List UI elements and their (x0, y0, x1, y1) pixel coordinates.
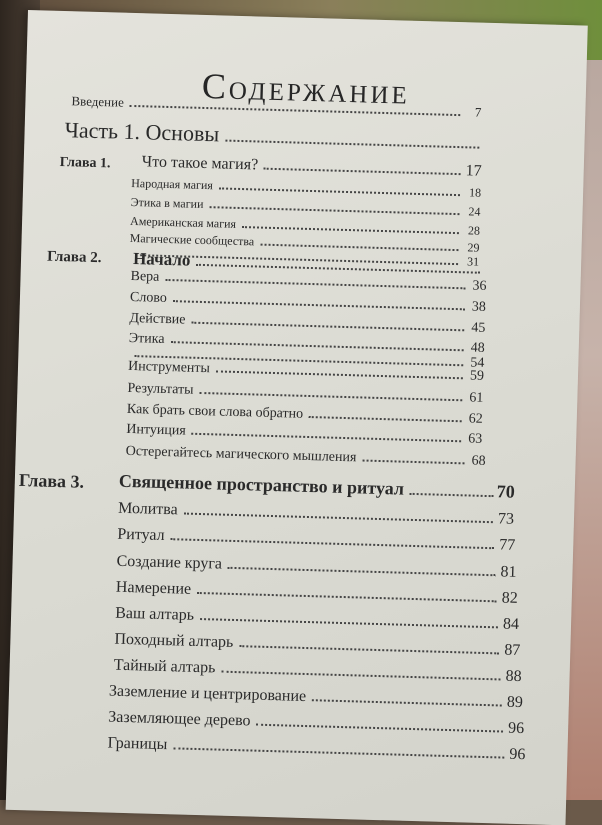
toc-label: Тайный алтарь (113, 656, 216, 677)
leader-dots (228, 566, 496, 576)
toc-page: 36 (472, 278, 487, 294)
toc-label: Священное пространство и ритуал (118, 470, 405, 499)
toc-label: Результаты (127, 380, 194, 398)
toc-item (107, 735, 525, 765)
toc-label: Что такое магия? (141, 153, 259, 174)
leader-dots (173, 299, 465, 310)
leader-dots (191, 321, 464, 332)
toc-page: 81 (500, 563, 517, 581)
toc-label: Слово (129, 289, 168, 306)
toc-item (116, 579, 518, 608)
toc-label: Границы (107, 734, 168, 754)
toc-page: 68 (471, 453, 486, 469)
toc-page: 28 (467, 223, 481, 238)
leader-dots (309, 415, 462, 422)
toc-page: 73 (497, 510, 515, 528)
toc-label: Начало (132, 249, 191, 270)
toc-page: 38 (471, 299, 487, 315)
toc-label: Создание круга (116, 552, 223, 573)
leader-dots (312, 698, 502, 706)
toc-label: Народная магия (131, 175, 214, 193)
toc-label: Вера (130, 268, 160, 285)
toc-page: 18 (468, 185, 482, 200)
toc-page: 96 (509, 745, 526, 764)
toc-page: 7 (474, 104, 482, 120)
toc-page: 77 (499, 536, 516, 554)
toc-item (115, 605, 519, 634)
toc-page: 63 (467, 431, 483, 447)
toc-item (117, 526, 515, 555)
chapter-1-heading (142, 153, 482, 180)
toc-page: 84 (502, 615, 520, 633)
book-page (6, 10, 588, 825)
toc-label: Этика в магии (130, 194, 204, 211)
toc-page: 45 (471, 320, 486, 336)
toc-item (125, 444, 485, 470)
toc-page: 70 (496, 481, 516, 502)
toc-label: Заземляющее дерево (108, 708, 251, 730)
toc-page: 48 (470, 340, 485, 356)
toc-page: 29 (467, 240, 480, 255)
toc-page: 87 (504, 641, 521, 659)
toc-label: Действие (129, 310, 186, 328)
chapter-3-heading (119, 471, 515, 503)
leader-dots (199, 391, 462, 401)
leader-dots (184, 512, 493, 524)
chapter-2-number: Глава 2. (46, 248, 102, 267)
leader-dots (264, 167, 461, 175)
toc-item (113, 657, 521, 686)
toc-label: Магические сообщества (129, 230, 255, 249)
toc-label: Этика (128, 330, 165, 347)
toc-label: Американская магия (129, 213, 237, 231)
toc-page: 17 (465, 162, 482, 180)
leader-dots (130, 104, 461, 116)
toc-item (116, 553, 516, 582)
leader-dots (192, 432, 462, 443)
leader-dots (242, 225, 459, 234)
toc-label: Интуиция (126, 421, 186, 439)
toc-page: 61 (469, 390, 484, 406)
leader-dots (221, 670, 500, 681)
toc-label: Введение (71, 93, 125, 110)
leader-dots (362, 459, 464, 465)
toc-label: Походный алтарь (114, 630, 234, 651)
page-title: Содержание (201, 65, 411, 112)
toc-item (108, 709, 524, 739)
toc-page: 24 (468, 204, 481, 219)
toc-page: 54 (470, 355, 485, 371)
toc-item (118, 500, 514, 529)
toc-item (114, 631, 520, 660)
toc-label: Ваш алтарь (114, 604, 195, 624)
toc-label: Инструменты (127, 358, 211, 377)
leader-dots (171, 537, 495, 549)
leader-dots (410, 492, 494, 497)
toc-page: 62 (468, 411, 483, 427)
toc-label: Часть 1. Основы (64, 117, 220, 147)
toc-label: Молитва (117, 499, 178, 519)
toc-label: Остерегайтесь магического мышления (125, 443, 357, 466)
chapter-3-number: Глава 3. (18, 469, 85, 492)
toc-page: 88 (505, 667, 522, 686)
leader-dots (200, 617, 498, 628)
toc-part-1 (64, 117, 483, 155)
toc-label: Как брать свои слова обратно (126, 401, 304, 422)
leader-dots (256, 723, 503, 733)
toc-label: Ритуал (117, 525, 165, 545)
chapter-1-number: Глава 1. (59, 154, 111, 172)
leader-dots (225, 139, 479, 149)
leader-dots (173, 746, 504, 758)
toc-label: Заземление и центрирование (108, 682, 307, 706)
toc-item (109, 683, 523, 713)
toc-page: 59 (469, 368, 485, 384)
leader-dots (197, 591, 497, 602)
leader-dots (216, 369, 463, 379)
leader-dots (239, 644, 499, 654)
toc-page: 31 (466, 254, 480, 269)
toc-page: 82 (501, 589, 518, 607)
leader-dots (209, 205, 459, 215)
toc-page: 89 (506, 693, 524, 712)
toc-page: 96 (507, 719, 525, 738)
leader-dots (219, 186, 460, 196)
toc-label: Намерение (115, 578, 192, 598)
leader-dots (165, 278, 465, 289)
